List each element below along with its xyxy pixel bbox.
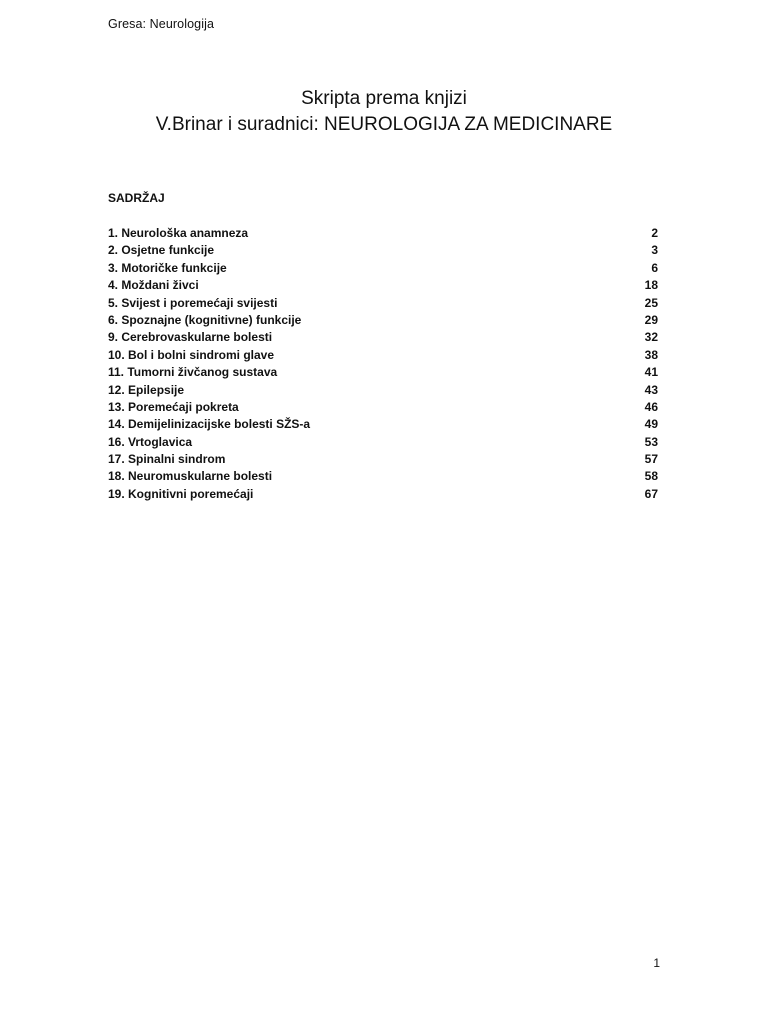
toc-entry	[108, 312, 658, 329]
toc-entry	[108, 468, 658, 485]
toc-entry-page: 25	[644, 295, 658, 310]
toc-heading: SADRŽAJ	[108, 191, 165, 205]
toc-entry	[108, 260, 658, 277]
toc-entry	[108, 347, 658, 364]
toc-entry-label: 5. Svijest i poremećaji svijesti	[108, 295, 278, 310]
toc-entry-page: 2	[651, 226, 658, 240]
toc-entry	[108, 451, 658, 468]
toc-entry	[108, 277, 658, 294]
toc-entry-page: 29	[644, 312, 658, 327]
toc-entry-label: 19. Kognitivni poremećaji	[108, 486, 254, 501]
toc-entry-label: 1. Neurološka anamneza	[108, 226, 249, 240]
toc-entry-page: 57	[644, 452, 658, 467]
toc-entry-label: 10. Bol i bolni sindromi glave	[108, 347, 275, 362]
toc-entry-page: 58	[644, 469, 658, 484]
toc-entry-page: 46	[644, 399, 658, 414]
toc-entry-label: 13. Poremećaji pokreta	[108, 399, 239, 414]
toc-entry-label: 6. Spoznajne (kognitivne) funkcije	[108, 312, 302, 327]
toc-entry-page: 6	[651, 260, 658, 275]
toc-entry-label: 18. Neuromuskularne bolesti	[108, 469, 273, 484]
toc-entry-label: 16. Vrtoglavica	[108, 434, 193, 449]
toc-entry-page: 67	[644, 486, 658, 501]
toc-entry-page: 32	[644, 330, 658, 345]
table-of-contents	[108, 225, 658, 503]
toc-entry	[108, 486, 658, 503]
toc-entry-page: 18	[644, 278, 658, 293]
toc-entry	[108, 399, 658, 416]
toc-entry-label: 14. Demijelinizacijske bolesti SŽS-a	[108, 417, 311, 432]
toc-entry	[108, 242, 658, 259]
toc-entry-label: 12. Epilepsije	[108, 382, 185, 397]
toc-entry-page: 38	[644, 347, 658, 362]
page-number: 1	[653, 956, 660, 970]
toc-entry	[108, 295, 658, 312]
toc-entry	[108, 364, 658, 381]
title-line-1: Skripta prema knjizi	[301, 88, 467, 109]
toc-entry-page: 49	[644, 417, 658, 432]
toc-entry	[108, 416, 658, 433]
toc-entry-label: 3. Motoričke funkcije	[108, 260, 227, 275]
document-title	[0, 86, 768, 138]
toc-entry-label: 11. Tumorni živčanog sustava	[108, 365, 278, 380]
toc-entry	[108, 434, 658, 451]
title-line-2: V.Brinar i suradnici: NEUROLOGIJA ZA MEDICINARE	[155, 114, 613, 135]
toc-entry	[108, 382, 658, 399]
toc-entry-page: 53	[644, 434, 658, 449]
toc-entry-page: 41	[644, 365, 658, 380]
running-header: Gresa: Neurologija	[108, 17, 215, 31]
toc-entry	[108, 329, 658, 346]
toc-entry-page: 43	[644, 382, 658, 397]
toc-entry-page: 3	[651, 243, 658, 258]
toc-entry-label: 4. Moždani živci	[108, 278, 199, 293]
toc-entry-label: 9. Cerebrovaskularne bolesti	[108, 330, 273, 345]
toc-entry-label: 17. Spinalni sindrom	[108, 452, 226, 467]
toc-entry	[108, 225, 658, 242]
toc-entry-label: 2. Osjetne funkcije	[108, 243, 215, 258]
